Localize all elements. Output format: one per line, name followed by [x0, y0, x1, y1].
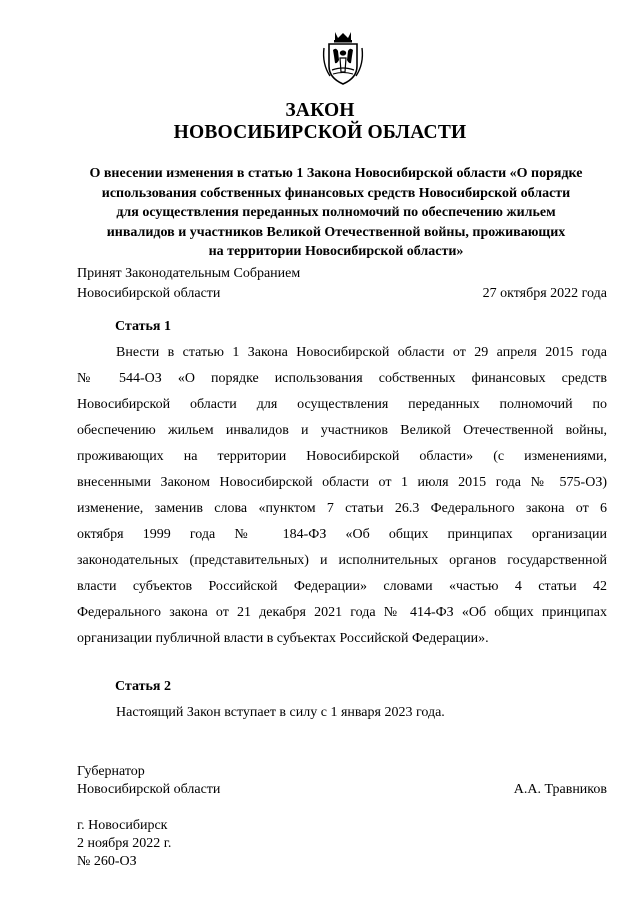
signatory-name: А.А. Травников [513, 782, 607, 797]
signature-line-1 [77, 762, 607, 782]
subject-line: для осуществления переданных полномочий по обеспечению жильем [116, 205, 556, 220]
article-1-line: изменение, заменив слова «пунктом 7 статьи 26.3 Федерального закона от 6 [77, 501, 607, 516]
article-1-line: обеспечению жильем инвалидов и участников Великой Отечественной войны, [77, 423, 607, 438]
subject-line: О внесении изменения в статью 1 Закона Новосибирской области «О порядке [89, 166, 583, 181]
footer-number: № 260-ОЗ [77, 854, 137, 869]
article-1-line: организации публичной власти в субъектах Российской Федерации». [77, 631, 489, 646]
novosibirsk-coat-of-arms-icon [318, 30, 368, 86]
law-subject [66, 164, 606, 262]
signature-line-2 [77, 780, 607, 800]
article-1-line: Федерального закона от 21 декабря 2021 года № 414-ФЗ «Об общих принципах [77, 605, 607, 620]
article-1-line: проживающих на территории Новосибирской области» (с изменениями, [77, 449, 607, 464]
article-1-heading: Статья 1 [115, 319, 171, 334]
article-1-line: № 544-ОЗ «О порядке использования собственных финансовых средств [77, 371, 607, 386]
article-1-line: Внести в статью 1 Закона Новосибирской области от 29 апреля 2015 года [116, 345, 607, 360]
adoption-line-2 [77, 284, 607, 304]
law-region-title: НОВОСИБИРСКОЙ ОБЛАСТИ [173, 122, 467, 143]
article-1-line: власти субъектов Российской Федерации» словами «частью 4 статьи 42 [77, 579, 607, 594]
adoption-region: Новосибирской области [77, 286, 221, 301]
subject-line: на территории Новосибирской области» [208, 244, 464, 259]
article-1-line: Новосибирской области для осуществления переданных полномочий по [77, 397, 607, 412]
article-1-line: законодательных (представительных) и исполнительных органов государственной [77, 553, 607, 568]
adoption-date: 27 октября 2022 года [482, 286, 607, 301]
footer-city: г. Новосибирск [77, 818, 168, 833]
adoption-body: Принят Законодательным Собранием [77, 266, 301, 281]
footer-date: 2 ноября 2022 г. [77, 836, 172, 851]
article-1-line: внесенными Законом Новосибирской области от 1 июля 2015 года № 575-ОЗ) [77, 475, 607, 490]
subject-line: использования собственных финансовых средств Новосибирской области [101, 185, 571, 201]
signatory-region: Новосибирской области [77, 782, 221, 797]
article-1-line: октября 1999 года № 184-ФЗ «Об общих принципах организации [77, 527, 607, 542]
article-2-heading: Статья 2 [115, 679, 171, 694]
law-title: ЗАКОН [285, 100, 355, 121]
signatory-position: Губернатор [77, 764, 145, 779]
adoption-line-1 [77, 264, 607, 284]
article-2-text: Настоящий Закон вступает в силу с 1 января 2023 года. [116, 705, 445, 720]
subject-line: инвалидов и участников Великой Отечественной войны, проживающих [106, 224, 566, 240]
